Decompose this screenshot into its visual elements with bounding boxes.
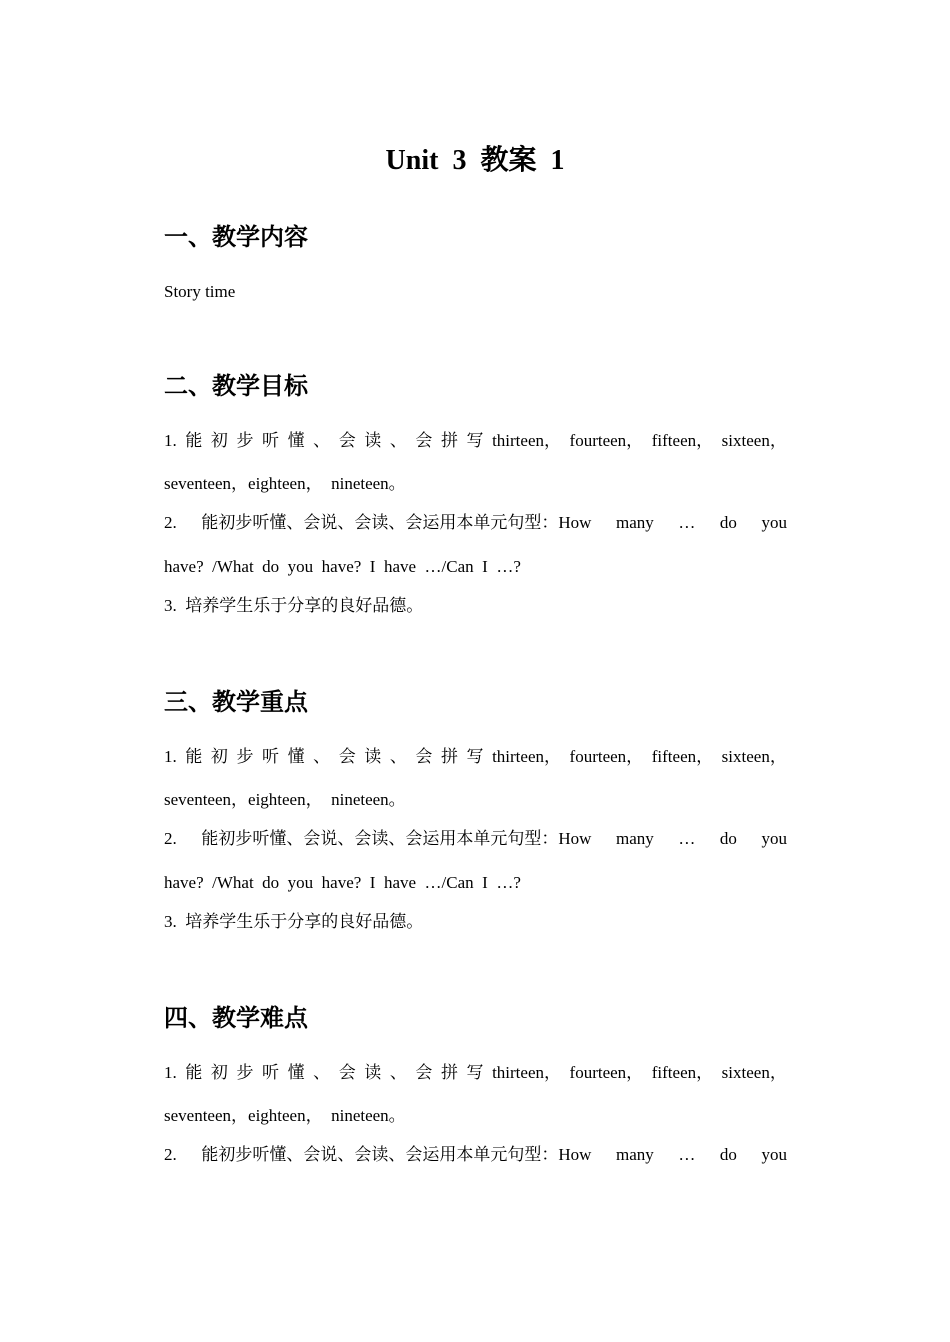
line-token: 、 <box>389 1063 407 1082</box>
line-token: 懂 <box>287 747 305 766</box>
line-token: 拼 <box>440 431 458 450</box>
body-line: have? /What do you have? I have …/Can I …? <box>164 557 521 576</box>
body-line <box>164 1061 787 1085</box>
line-token: 初 <box>210 747 228 766</box>
line-token: 、 <box>389 431 407 450</box>
line-token: fifteen， <box>651 747 714 766</box>
line-token: 会 <box>415 747 433 766</box>
line-token: 写 <box>466 431 484 450</box>
line-token: many <box>615 829 654 848</box>
line-token: 1. <box>164 747 177 766</box>
body-line <box>164 745 787 769</box>
body-line: Story time <box>164 282 236 301</box>
body-line <box>164 827 787 851</box>
line-token: you <box>761 829 787 848</box>
line-token: you <box>761 513 787 532</box>
line-token: 听 <box>262 431 279 450</box>
line-token: 2. <box>164 1145 177 1164</box>
line-token: 听 <box>262 747 279 766</box>
body-line <box>164 1143 787 1167</box>
body-line: seventeen，eighteen， nineteen。 <box>164 790 406 809</box>
line-token: thirteen， <box>492 747 561 766</box>
line-token: 1. <box>164 1063 177 1082</box>
line-token: 写 <box>466 1063 484 1082</box>
line-token: thirteen， <box>492 431 561 450</box>
line-token: 读 <box>364 431 382 450</box>
body-line: seventeen，eighteen， nineteen。 <box>164 474 406 493</box>
line-token: 懂 <box>287 431 305 450</box>
line-token: 、 <box>313 1063 331 1082</box>
line-token: 读 <box>364 747 382 766</box>
line-token: 懂 <box>287 1063 305 1082</box>
line-token: … <box>678 513 696 532</box>
line-token: 会 <box>415 1063 433 1082</box>
line-token: sixteen， <box>721 747 787 766</box>
line-token: do <box>719 829 737 848</box>
line-token: 拼 <box>440 747 458 766</box>
line-token: 能 <box>185 1063 203 1082</box>
line-token: sixteen， <box>721 1063 787 1082</box>
section-heading: 三、教学重点 <box>164 690 308 716</box>
body-line <box>164 511 787 535</box>
line-token: 、 <box>389 747 407 766</box>
line-token: fifteen， <box>651 1063 714 1082</box>
line-token: … <box>678 829 696 848</box>
line-token: 会 <box>338 1063 356 1082</box>
line-token: 1. <box>164 431 177 450</box>
line-token: do <box>719 1145 737 1164</box>
line-token: 拼 <box>440 1063 458 1082</box>
body-line: 3. 培养学生乐于分享的良好品德。 <box>164 912 424 931</box>
body-line <box>164 429 787 453</box>
section-heading: 一、教学内容 <box>164 225 308 251</box>
line-token: fourteen， <box>569 431 644 450</box>
line-token: 能 <box>185 431 203 450</box>
line-token: 听 <box>262 1063 279 1082</box>
line-token: fourteen， <box>569 747 644 766</box>
body-line: seventeen，eighteen， nineteen。 <box>164 1106 406 1125</box>
document-title: Unit 3 教案 1 <box>385 145 565 176</box>
line-token: 能初步听懂、会说、会读、会运用本单元句型：How <box>201 1145 592 1164</box>
line-token: 步 <box>236 747 254 766</box>
section-heading: 四、教学难点 <box>164 1006 308 1032</box>
line-token: 、 <box>313 431 331 450</box>
line-token: 步 <box>236 431 254 450</box>
line-token: 会 <box>338 431 356 450</box>
line-token: 会 <box>338 747 356 766</box>
line-token: fourteen， <box>569 1063 644 1082</box>
line-token: 初 <box>210 1063 228 1082</box>
line-token: many <box>615 513 654 532</box>
line-token: 读 <box>364 1063 382 1082</box>
line-token: sixteen， <box>721 431 787 450</box>
section-heading: 二、教学目标 <box>164 374 308 400</box>
line-token: 2. <box>164 513 177 532</box>
line-token: 能初步听懂、会说、会读、会运用本单元句型：How <box>201 829 592 848</box>
line-token: 写 <box>466 747 484 766</box>
line-token: 能初步听懂、会说、会读、会运用本单元句型：How <box>201 513 592 532</box>
line-token: many <box>615 1145 654 1164</box>
line-token: thirteen， <box>492 1063 561 1082</box>
body-line: have? /What do you have? I have …/Can I …? <box>164 873 521 892</box>
line-token: 初 <box>210 431 228 450</box>
line-token: … <box>678 1145 696 1164</box>
line-token: 步 <box>236 1063 254 1082</box>
line-token: 会 <box>415 431 433 450</box>
line-token: fifteen， <box>651 431 714 450</box>
line-token: do <box>719 513 737 532</box>
line-token: 2. <box>164 829 177 848</box>
line-token: 、 <box>313 747 331 766</box>
line-token: you <box>761 1145 787 1164</box>
body-line: 3. 培养学生乐于分享的良好品德。 <box>164 596 424 615</box>
line-token: 能 <box>185 747 203 766</box>
